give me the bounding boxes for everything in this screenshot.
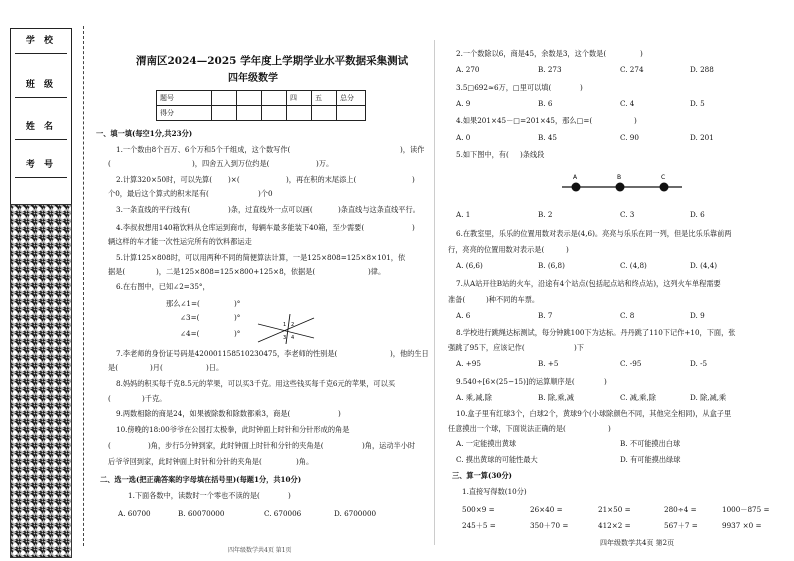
score-table-row — [157, 106, 366, 121]
angle-label-2: 2 — [291, 322, 295, 328]
r-q2-option-c[interactable]: C. 274 — [620, 65, 644, 74]
r-q10-line2-end: ) — [608, 424, 611, 433]
name-label: 姓 名 — [25, 122, 57, 132]
r-q5-option-b[interactable]: B. 2 — [538, 210, 553, 219]
segment-diagram — [560, 172, 684, 194]
seal-line — [83, 26, 84, 546]
q7-line2-mid: )月( — [150, 363, 163, 372]
q4-line1: 4.李叔叔想用140箱饮料从仓库运到商市，每辆车最多能装下40箱，至少需要( — [116, 223, 365, 232]
q10-line3: 后爷爷回到家，此时钟面上时针和分针的夹角是( — [108, 457, 262, 466]
angle-label-4: 4 — [291, 335, 295, 341]
r-q7-option-c[interactable]: C. 8 — [620, 311, 635, 320]
q1-line2-end: )万。 — [316, 159, 334, 168]
angle-label-1: 1 — [283, 322, 287, 328]
q2-line1-end2: ) — [412, 175, 415, 184]
q2-line1-mid: )×( — [228, 175, 240, 184]
r-q8-line2: 强跳了95下，应该记作( — [448, 343, 525, 352]
table-cell[interactable] — [312, 106, 337, 121]
q2-line1: 2.计算320×50时，可以先算( — [116, 175, 213, 184]
q7-line2-end: )日。 — [206, 363, 224, 372]
point-a — [572, 183, 581, 192]
q1-text: 1.一个数由8个百万、6个万和5个千组成，这个数写作( — [116, 145, 291, 154]
q6-angle4-end: )° — [234, 329, 241, 338]
section1-heading: 一、填一填(每空1分,共23分) — [96, 129, 193, 138]
class-label: 班 级 — [25, 80, 57, 90]
table-cell — [237, 91, 262, 106]
q3-line1: 3.一条直线的平行线有( — [116, 205, 191, 214]
point-b — [616, 183, 625, 192]
r-q2-text: 2.一个数除以6，商是45，余数是3，这个数是( — [456, 49, 607, 58]
r-q5-option-a[interactable]: A. 1 — [456, 210, 471, 219]
r-q7-line2: 准备( — [448, 295, 466, 304]
student-info-box — [10, 28, 72, 220]
r-q2-option-d[interactable]: D. 288 — [690, 65, 714, 74]
r-q3-end: ) — [580, 83, 583, 92]
q8-line2-end: )千克。 — [142, 394, 167, 403]
q6-angle1-end: )° — [234, 299, 241, 308]
calc-item[interactable]: 500×9 = — [462, 505, 495, 514]
q8-line2: ( — [108, 394, 111, 403]
table-cell: 总分 — [337, 91, 366, 106]
r-q7-option-d[interactable]: D. 9 — [690, 311, 705, 320]
q6-angle3: ∠3=( — [180, 313, 200, 322]
q5-line1: 5.计算125×808时，可以用两种不同的简便算法计算，一是125×808=125×8×101，依 — [116, 253, 406, 262]
student-info-sidebar — [4, 26, 76, 560]
angle-label-3: 3 — [283, 335, 287, 341]
q2-line2: 个0，最后这个算式的积末尾有( — [108, 189, 209, 198]
table-cell: 得分 — [157, 106, 212, 121]
r-q3-option-a[interactable]: A. 9 — [456, 99, 471, 108]
r-q9-end: ) — [604, 377, 607, 386]
r-q8-option-a[interactable]: A. +95 — [456, 359, 481, 368]
r-q5-option-d[interactable]: D. 6 — [690, 210, 705, 219]
number-label: 考 号 — [25, 160, 57, 170]
q7-line1: 7.李老师的身份证号码是420001158510230475，李老师的性别是( — [116, 349, 338, 358]
calc-item[interactable]: 245＋5 = — [462, 521, 496, 530]
r-q4-option-a[interactable]: A. 0 — [456, 133, 471, 142]
r-q7-option-b[interactable]: B. 7 — [538, 311, 553, 320]
table-cell[interactable] — [262, 106, 287, 121]
q6-angle4: ∠4=( — [180, 329, 200, 338]
q10-line1: 10.傍晚的18:00爷爷在公园打太极拳，此时钟面上时针和分针形成的角是 — [116, 425, 350, 434]
q10-line2-end: )角，运动半小时 — [362, 441, 416, 450]
page1-footer: 四年级数学共4页 第1页 — [228, 547, 292, 554]
q1-line2-start: ( — [108, 159, 111, 168]
section2-heading: 二、选一选(把正确答案的字母填在括号里)(每题1分，共10分) — [100, 475, 302, 484]
r-q3-option-c[interactable]: C. 4 — [620, 99, 635, 108]
r-q9-option-d[interactable]: D. 除,减,乘 — [690, 393, 727, 402]
q2-line2-end: )个0 — [258, 189, 273, 198]
point-c — [660, 183, 669, 192]
section3-heading: 三、算一算(30分) — [452, 471, 512, 480]
q5-line2-mid: )，二是125×808=125×800+125×8，依据是( — [156, 267, 316, 276]
r-q9-text: 9.540÷[6×(25−15)]的运算顺序是( — [456, 377, 575, 386]
q10-line3-end: )角。 — [296, 457, 314, 466]
score-table-row — [157, 91, 366, 106]
r-q6-option-b[interactable]: B. (6,8) — [538, 261, 565, 270]
s2-q1-option-c[interactable]: C. 670006 — [264, 509, 302, 518]
r-q8-line2-end: )下 — [574, 343, 584, 352]
exam-title: 渭南区2024—2025 学年度上学期学业水平数据采集测试 — [136, 55, 409, 67]
school-label: 学 校 — [25, 36, 57, 46]
table-cell[interactable] — [237, 106, 262, 121]
name-line[interactable] — [15, 139, 67, 140]
calc-item[interactable]: 9937 ×0 = — [722, 521, 762, 530]
calc-item[interactable]: 280÷4 = — [664, 505, 697, 514]
table-cell: 四 — [287, 91, 312, 106]
q1-line1-end: )，读作 — [400, 145, 425, 154]
table-cell: 五 — [312, 91, 337, 106]
r-q10-option-a[interactable]: A. 一定能摸出黄球 — [456, 439, 517, 448]
point-c-label: C — [661, 174, 666, 181]
r-q5-text: 5.如下图中，有( — [456, 150, 509, 159]
table-cell[interactable] — [287, 106, 312, 121]
r-q7-line1: 7.从A站开往B站的火车，沿途有4个站点(包括起点站和终点站)，这列火车单程需要 — [456, 279, 721, 288]
r-q6-option-a[interactable]: A. (6,6) — [456, 261, 483, 270]
r-q8-option-c[interactable]: C. -95 — [620, 359, 642, 368]
r-q6-line1: 6.在教室里，乐乐的位置用数对表示是(4,6)。亮亮与乐乐在同一列，但是比乐乐靠前两 — [456, 229, 732, 238]
decorative-pattern — [10, 204, 72, 558]
r-q8-option-d[interactable]: D. -5 — [690, 359, 708, 368]
table-cell — [212, 91, 237, 106]
q7-line2: 是( — [108, 363, 118, 372]
s2-q1-option-d[interactable]: D. 6700000 — [334, 509, 377, 518]
r-q7-option-a[interactable]: A. 6 — [456, 311, 471, 320]
q2-line1-end: )，再在积的末尾添上( — [286, 175, 357, 184]
q5-line2: 据是( — [108, 267, 126, 276]
number-line[interactable] — [15, 177, 67, 178]
school-line[interactable] — [15, 53, 67, 54]
r-q10-option-b[interactable]: B. 不可能摸出白球 — [620, 439, 681, 448]
q5-line2-end: )律。 — [368, 267, 386, 276]
q10-line2-mid: )角，步行5分钟到家，此时钟面上时针和分针的夹角是( — [148, 441, 324, 450]
r-q9-option-c[interactable]: C. 减,乘,除 — [620, 393, 656, 402]
r-q3-option-b[interactable]: B. 6 — [538, 99, 553, 108]
s2-q1-text: 1.下面各数中，读数时一个零也不读的是( — [128, 491, 260, 500]
score-table — [156, 90, 366, 121]
r-q2-option-a[interactable]: A. 270 — [456, 65, 480, 74]
point-a-label: A — [573, 174, 578, 181]
calc-item[interactable]: 567＋7 = — [664, 521, 698, 530]
q9-line1: 9.两数相除的商是24，如果被除数和除数都乘3，商是( — [116, 409, 291, 418]
q6-line1: 6.在右图中，已知∠2=35°， — [116, 282, 210, 291]
table-cell: 题号 — [157, 91, 212, 106]
page2-footer: 四年级数学共4页 第2页 — [600, 539, 675, 547]
q1-line2-mid: )，四舍五入到万位约是( — [192, 159, 270, 168]
class-line[interactable] — [15, 97, 67, 98]
r-q6-line2-end: ) — [566, 245, 569, 254]
r-q9-option-a[interactable]: A. 乘,减,除 — [456, 393, 492, 402]
r-q9-option-b[interactable]: B. 除,乘,减 — [538, 393, 574, 402]
r-q4-end: ) — [634, 116, 637, 125]
r-q10-line1: 10.盒子里有红球3个，白球2个，黄球9个(小球除颜色不同，其他完全相同)，从盒子里 — [456, 409, 732, 418]
calc-item[interactable]: 21×50 = — [598, 505, 631, 514]
r-q4-option-d[interactable]: D. 201 — [690, 133, 714, 142]
angle-diagram — [256, 312, 316, 346]
r-q10-line2: 任意摸出一个球，下面说法正确的是( — [448, 424, 566, 433]
q8-line1: 8.妈妈的积买每千克8.5元的苹果，可以买3千克。用这些钱买每千克6元的苹果，可以买 — [116, 379, 396, 388]
q1-line1 — [116, 146, 290, 153]
r-q3-text: 3.5□692≈6万，□里可以填( — [456, 83, 552, 92]
q9-line1-end: ) — [338, 409, 341, 418]
q3-line1-mid: )条，过直线外一点可以画( — [228, 205, 313, 214]
q6-angle3-end: )° — [234, 313, 241, 322]
s2-q1-end: ) — [288, 491, 291, 500]
q10-line2: ( — [108, 441, 111, 450]
r-q5-end: )条线段 — [520, 150, 545, 159]
r-q3-option-d[interactable]: D. 5 — [690, 99, 705, 108]
r-q2-end: ) — [640, 49, 643, 58]
r-q8-option-b[interactable]: B. +5 — [538, 359, 559, 368]
r-q10-option-c[interactable]: C. 摸出黄球的可能性最大 — [456, 455, 538, 464]
table-cell[interactable] — [212, 106, 237, 121]
point-b-label: B — [617, 174, 622, 181]
s2-q1-option-a[interactable]: A. 60700 — [118, 509, 151, 518]
table-cell — [262, 91, 287, 106]
q7-line1-end: )，他的生日 — [390, 349, 429, 358]
q6-angle1: 那么∠1=( — [166, 299, 200, 308]
calc-item[interactable]: 1000－875 = — [722, 505, 770, 514]
calc-title: 1.直接写得数(10分) — [462, 487, 527, 496]
r-q5-option-c[interactable]: C. 3 — [620, 210, 635, 219]
calc-item[interactable]: 26×40 = — [530, 505, 563, 514]
exam-subject: 四年级数学 — [228, 73, 278, 84]
r-q7-line2-end: )种不同的车票。 — [486, 295, 540, 304]
q4-line2: 辆这样的车才能一次性运完所有的饮料都运走 — [108, 237, 252, 246]
q4-line1-end: ) — [412, 223, 415, 232]
r-q6-line2: 行，亮亮的位置用数对表示是( — [448, 245, 545, 254]
r-q10-option-d[interactable]: D. 有可能摸出绿球 — [620, 455, 681, 464]
calc-item[interactable]: 350＋70 = — [530, 521, 569, 530]
r-q8-line1: 8.学校进行跳绳达标测试，每分钟跳100下为达标。丹丹跳了110下记作+10，下面，张 — [456, 328, 736, 337]
r-q4-option-c[interactable]: C. 90 — [620, 133, 639, 142]
table-cell[interactable] — [337, 106, 366, 121]
r-q4-option-b[interactable]: B. 45 — [538, 133, 557, 142]
r-q6-option-c[interactable]: C. (4,8) — [620, 261, 647, 270]
r-q6-option-d[interactable]: D. (4,4) — [690, 261, 718, 270]
r-q2-option-b[interactable]: B. 273 — [538, 65, 562, 74]
r-q4-text: 4.如果201×45－□=201×45，那么□=( — [456, 116, 593, 125]
calc-item[interactable]: 412×2 = — [598, 521, 631, 530]
q3-line1-end: )条直线与这条直线平行。 — [338, 205, 420, 214]
column-divider — [434, 40, 435, 545]
s2-q1-option-b[interactable]: B. 60070000 — [178, 509, 225, 518]
